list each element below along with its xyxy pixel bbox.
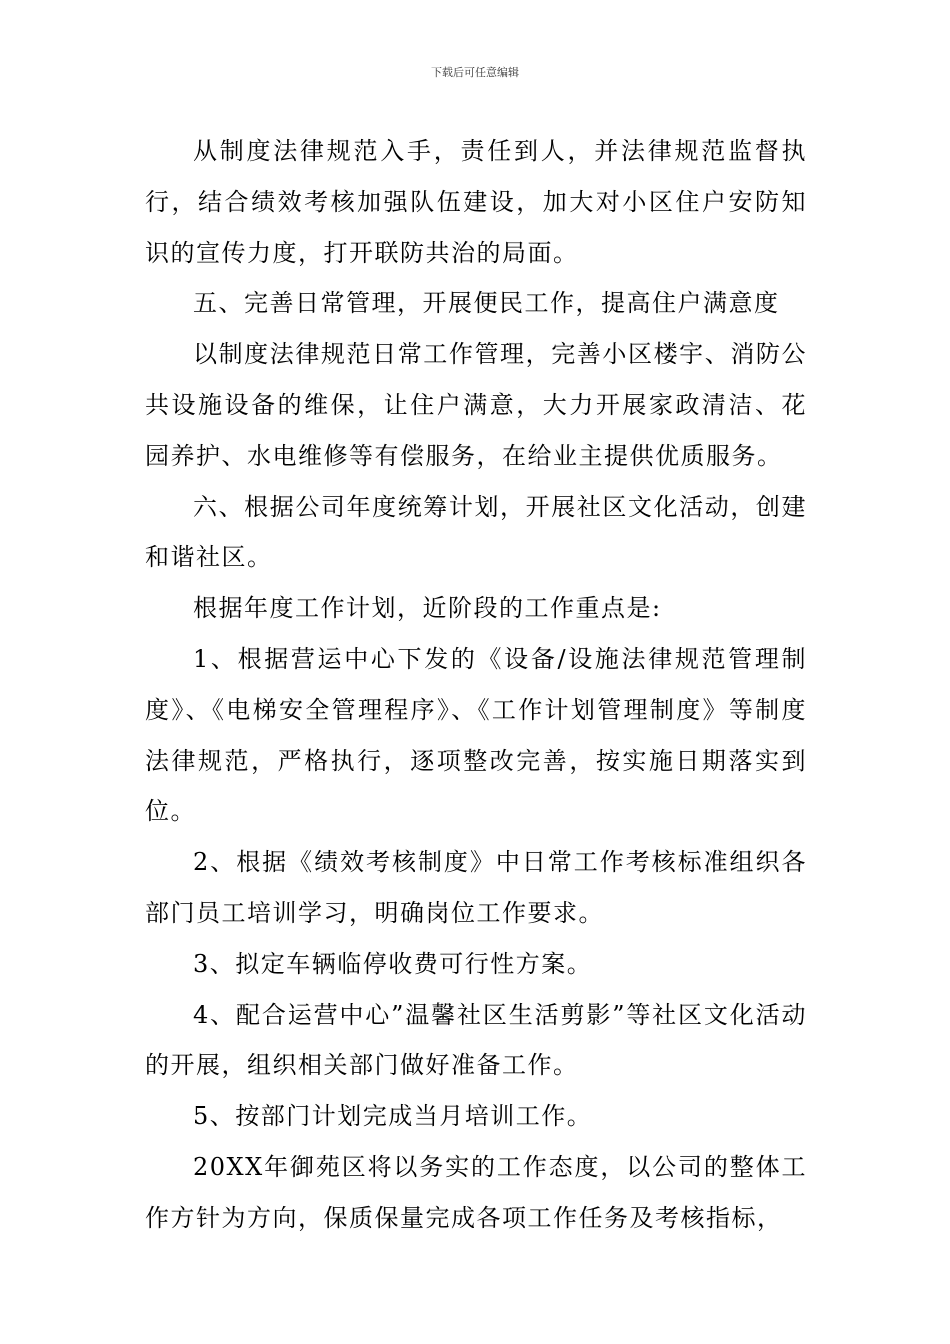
paragraph-1: 从制度法律规范入手，责任到人，并法律规范监督执行，结合绩效考核加强队伍建设，加大对小区住户安防知识的宣传力度，打开联防共治的局面。 [145, 137, 807, 267]
list-item-1: 1、根据营运中心下发的《设备/设施法律规范管理制度》、《电梯安全管理程序》、《工作计划管理制度》等制度法律规范，严格执行，逐项整改完善，按实施日期落实到位。 [145, 644, 807, 826]
section-heading-5: 五、完善日常管理，开展便民工作，提高住户满意度 [193, 289, 780, 318]
list-item-2: 2、根据《绩效考核制度》中日常工作考核标准组织各部门员工培训学习，明确岗位工作要求。 [145, 848, 807, 927]
document-body [145, 126, 807, 1244]
paragraph-4: 20XX年御苑区将以务实的工作态度，以公司的整体工作方针为方向，保质保量完成各项工作任务及考核指标， [145, 1152, 807, 1232]
list-item-3: 3、拟定车辆临停收费可行性方案。 [193, 949, 593, 978]
list-item-5: 5、按部门计划完成当月培训工作。 [193, 1102, 593, 1131]
list-item-4: 4、配合运营中心”温馨社区生活剪影”等社区文化活动的开展，组织相关部门做好准备工作。 [145, 1000, 807, 1080]
section-heading-6: 六、根据公司年度统筹计划，开展社区文化活动，创建和谐社区。 [145, 492, 807, 572]
paragraph-2: 以制度法律规范日常工作管理，完善小区楼宇、消防公共设施设备的维保，让住户满意，大力开展家政清洁、花园养护、水电维修等有偿服务，在给业主提供优质服务。 [145, 340, 807, 470]
page-header: 下载后可任意编辑 [431, 66, 519, 79]
paragraph-3: 根据年度工作计划，近阶段的工作重点是: [193, 594, 662, 623]
